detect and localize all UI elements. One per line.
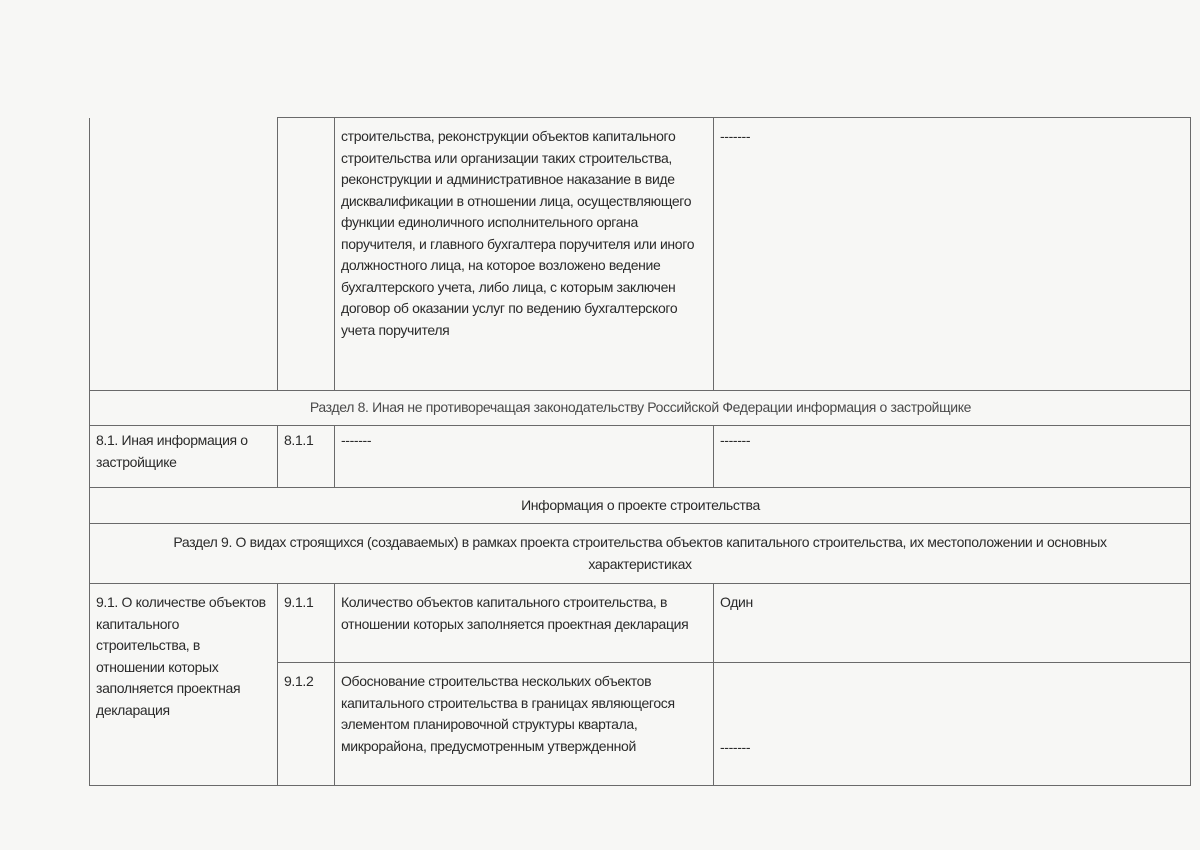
- value-cell: -------: [714, 118, 1191, 391]
- table-row: [90, 118, 1191, 391]
- declaration-table: [89, 117, 1191, 786]
- description-cell: Количество объектов капитального строительства, в отношении которых заполняется проектная декларация: [335, 584, 714, 663]
- group-cell: 8.1. Иная информация о застройщике: [90, 426, 278, 488]
- description-cell: строительства, реконструкции объектов капитального строительства или организации таких строительства, реконструкции и административное наказание в виде дисквалификации в отношении лица, осуществляющего функции единоличного исполнительного органа поручителя, и главного бухгалтера поручителя или иного должностного лица, на которое возложено ведение бухгалтерского учета, либо лица, с которым заключен договор об оказании услуг по ведению бухгалтерского учета поручителя: [335, 118, 714, 391]
- description-cell: -------: [335, 426, 714, 488]
- value-cell: -------: [714, 426, 1191, 488]
- table-row: [90, 426, 1191, 488]
- table-row: [90, 584, 1191, 663]
- section-8-heading: Раздел 8. Иная не противоречащая законодательству Российской Федерации информация о застройщике: [90, 391, 1191, 426]
- code-cell: 9.1.2: [278, 663, 335, 786]
- code-cell: 9.1.1: [278, 584, 335, 663]
- description-cell: Обоснование строительства нескольких объектов капитального строительства в границах являющегося элементом планировочной структуры квартала, микрорайона, предусмотренным утвержденной: [335, 663, 714, 786]
- code-cell-empty: [278, 118, 335, 391]
- group-cell-empty: [90, 118, 278, 391]
- section-8-row: [90, 391, 1191, 426]
- value-cell: Один: [714, 584, 1191, 663]
- group-cell: 9.1. О количестве объектов капитального строительства, в отношении которых заполняется проектная декларация: [90, 584, 278, 786]
- project-header-row: [90, 488, 1191, 524]
- section-9-heading: Раздел 9. О видах строящихся (создаваемых) в рамках проекта строительства объектов капитального строительства, их местоположении и основных характеристиках: [90, 524, 1191, 584]
- section-9-row: [90, 524, 1191, 584]
- project-info-heading: Информация о проекте строительства: [90, 488, 1191, 524]
- value-cell: -------: [714, 663, 1191, 786]
- code-cell: 8.1.1: [278, 426, 335, 488]
